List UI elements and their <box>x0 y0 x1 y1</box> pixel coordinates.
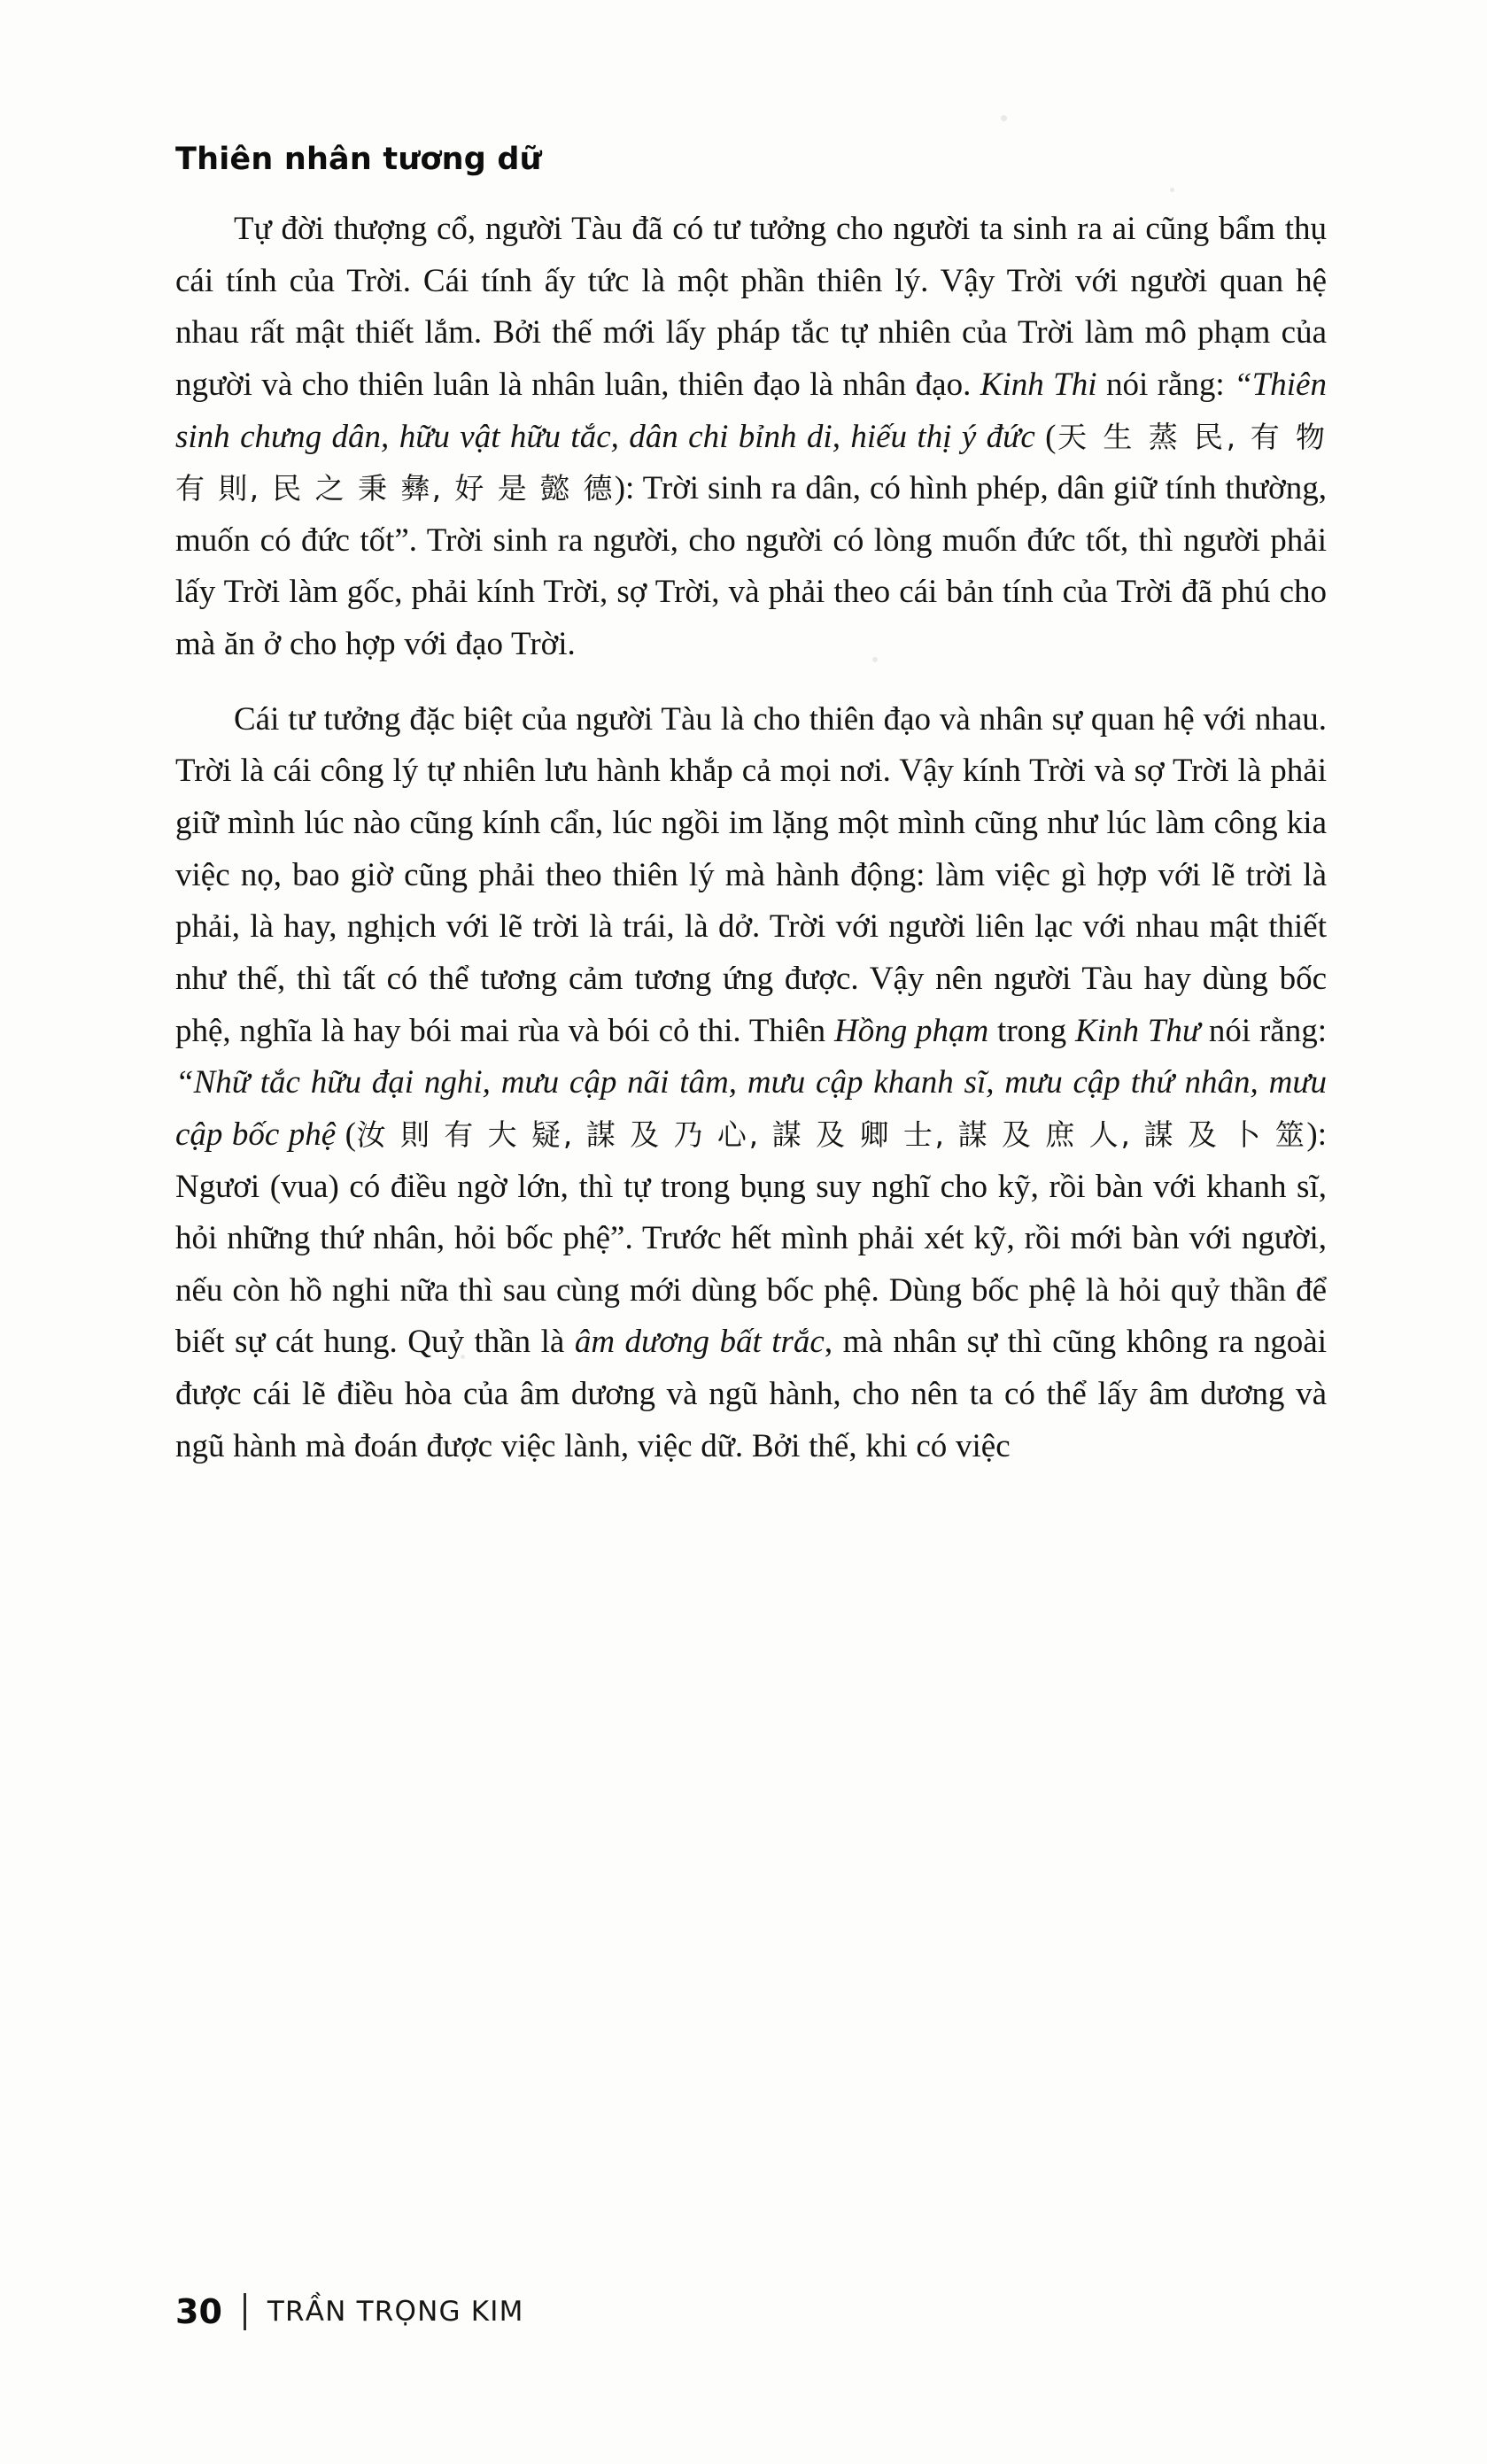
running-head-author: TRẦN TRỌNG KIM <box>267 2296 524 2328</box>
page-content <box>175 142 1327 1479</box>
text-run: nói rằng: <box>1096 366 1235 403</box>
footer-divider <box>244 2293 246 2330</box>
section-heading: Thiên nhân tương dữ <box>175 142 542 177</box>
body-paragraph <box>175 204 1327 671</box>
text-run: , mà nhân sự thì cũng không ra ngoài được cái lẽ điều hòa của âm dương và ngũ hành, cho nên ta có thể lấy âm dương và ngũ hành mà đoán được việc lành, việc dữ. Bởi thế, khi có việc <box>175 1324 1327 1464</box>
page-footer <box>175 2290 524 2333</box>
text-run: Tự đời thượng cổ, người Tàu đã có tư tưởng cho người ta sinh ra ai cũng bẩm thụ cái tính của Trời. Cái tính ấy tức là một phần thiên lý. Vậy Trời với người quan hệ nhau rất mật thiết lắm. Bởi thế mới lấy pháp tắc tự nhiên của Trời làm mô phạm của người và cho thiên luân là nhân luân, thiên đạo là nhân đạo. <box>175 211 1327 403</box>
han-characters-run: 天 生 蒸 民, 有 物 有 則, 民 之 秉 彝, 好 是 懿 德 <box>175 419 1327 506</box>
italic-run: Hồng phạm <box>833 1012 989 1049</box>
text-run: trong <box>988 1012 1075 1049</box>
text-run: ): Trời sinh ra dân, có hình phép, dân giữ tính thường, muốn có đức tốt”. Trời sinh ra người, cho người có lòng muốn đức tốt, thì người phải lấy Trời làm gốc, phải kính Trời, sợ Trời, và phải theo cái bản tính của Trời đã phú cho mà ăn ở cho hợp với đạo Trời. <box>175 470 1327 663</box>
paper-speck <box>1001 115 1007 121</box>
text-run: nói rằng: <box>1200 1012 1327 1049</box>
body-paragraph <box>175 694 1327 1473</box>
italic-run: “Nhữ tắc hữu đại nghi, mưu cập nãi tâm, mưu cập khanh sĩ, mưu cập thứ nhân, mưu cập bốc phệ <box>175 1064 1327 1153</box>
italic-run: Kinh Thi <box>980 366 1097 403</box>
han-characters-run: 汝 則 有 大 疑, 謀 及 乃 心, 謀 及 卿 士, 謀 及 庶 人, 謀 及 卜 筮 <box>355 1116 1307 1152</box>
page-number: 30 <box>175 2292 222 2331</box>
italic-run: Kinh Thư <box>1074 1012 1201 1049</box>
text-run: ( <box>1034 418 1057 455</box>
italic-run: âm dương bất trắc <box>574 1324 825 1361</box>
text-run: ): Ngươi (vua) có điều ngờ lớn, thì tự trong bụng suy nghĩ cho kỹ, rồi bàn với khanh sĩ, hỏi những thứ nhân, hỏi bốc phệ”. Trước hết mình phải xét kỹ, rồi mới bàn với người, nếu còn hồ nghi nữa thì sau cùng mới dùng bốc phệ. Dùng bốc phệ là hỏi quỷ thần để biết sự cát hung. Quỷ thần là <box>175 1116 1327 1361</box>
text-run: ( <box>336 1116 356 1153</box>
italic-run: “Thiên sinh chưng dân, hữu vật hữu tắc, dân chi bỉnh di, hiếu thị ý đức <box>175 366 1327 455</box>
text-run: Cái tư tưởng đặc biệt của người Tàu là cho thiên đạo và nhân sự quan hệ với nhau. Trời là cái công lý tự nhiên lưu hành khắp cả mọi nơi. Vậy kính Trời và sợ Trời là phải giữ mình lúc nào cũng kính cẩn, lúc ngồi im lặng một mình cũng như lúc làm công kia việc nọ, bao giờ cũng phải theo thiên lý mà hành động: làm việc gì hợp với lẽ trời là phải, là hay, nghịch với lẽ trời là trái, là dở. Trời với người liên lạc với nhau mật thiết như thế, thì tất có thể tương cảm tương ứng được. Vậy nên người Tàu hay dùng bốc phệ, nghĩa là hay bói mai rùa và bói cỏ thi. Thiên <box>175 700 1327 1049</box>
